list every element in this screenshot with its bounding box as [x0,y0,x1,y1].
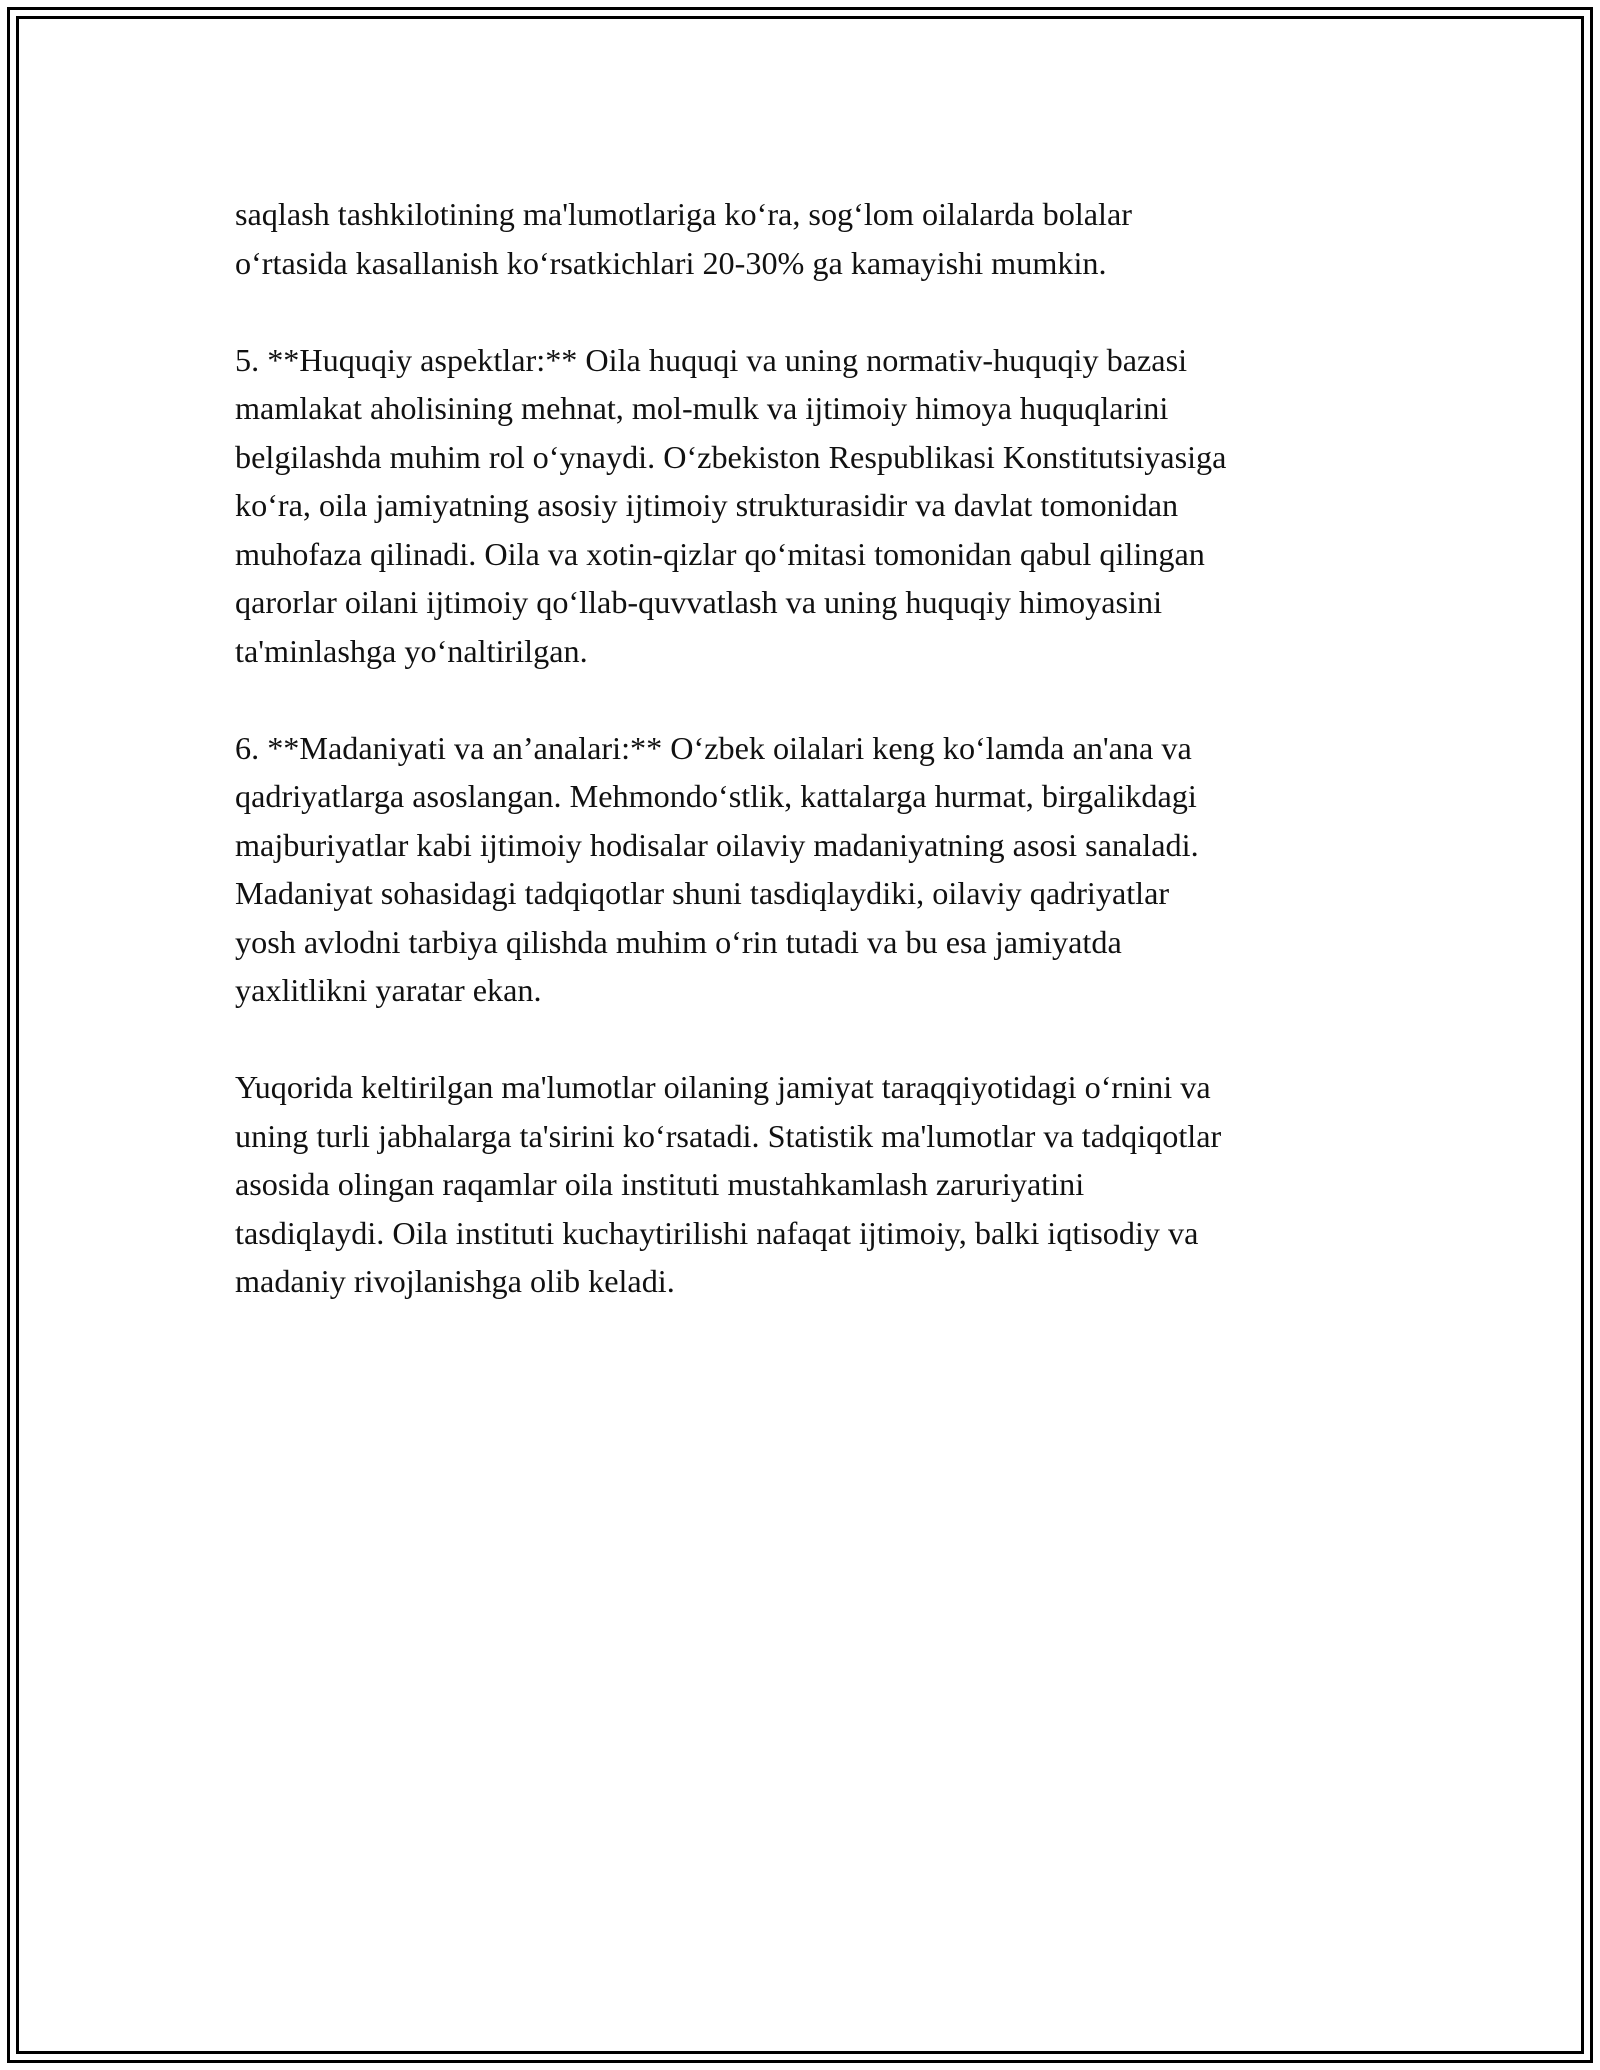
text-line: asosida olingan raqamlar oila instituti mustahkamlash zaruriyatini [235,1166,1085,1202]
text-line: belgilashda muhim rol oʻynaydi. Oʻzbekiston Respublikasi Konstitutsiyasiga [235,438,1227,475]
text-line: 5. **Huquqiy aspektlar:** Oila huquqi va uning normativ-huquqiy bazasi [235,341,1188,378]
text-line: koʻra, oila jamiyatning asosiy ijtimoiy strukturasidir va davlat tomonidan [235,487,1179,523]
text-line: Yuqorida keltirilgan ma'lumotlar oilaning jamiyat taraqqiyotidagi oʻrnini va [235,1069,1211,1105]
text-line: uning turli jabhalarga ta'sirini koʻrsatadi. Statistik ma'lumotlar va tadqiqotlar [235,1117,1222,1154]
text-line: qadriyatlarga asoslangan. Mehmondoʻstlik, kattalarga hurmat, birgalikdagi [235,778,1197,814]
paragraph-conclusion [235,1063,1380,1306]
text-line: tasdiqlaydi. Oila instituti kuchaytirilishi nafaqat ijtimoiy, balki iqtisodiy va [235,1214,1199,1251]
text-line: yaxlitlikni yaratar ekan. [235,972,542,1008]
paragraph-legal-aspects [235,336,1380,676]
text-line: Madaniyat sohasidagi tadqiqotlar shuni tasdiqlaydiki, oilaviy qadriyatlar [235,875,1170,911]
text-line: qarorlar oilani ijtimoiy qoʻllab-quvvatlash va uning huquqiy himoyasini [235,584,1163,620]
text-line: saqlash tashkilotining ma'lumotlariga koʻra, sogʻlom oilalarda bolalar [235,196,1132,232]
text-line: mamlakat aholisining mehnat, mol-mulk va ijtimoiy himoya huquqlarini [235,390,1169,426]
document-body [235,190,1380,1354]
text-line: yosh avlodni tarbiya qilishda muhim oʻrin tutadi va bu esa jamiyatda [235,923,1122,960]
text-line: madaniy rivojlanishga olib keladi. [235,1263,675,1299]
text-line: 6. **Madaniyati va an’analari:** Oʻzbek oilalari keng koʻlamda an'ana va [235,729,1192,766]
text-line: muhofaza qilinadi. Oila va xotin-qizlar qoʻmitasi tomonidan qabul qilingan [235,535,1205,572]
paragraph-culture-traditions [235,724,1380,1015]
paragraph-health-statistics [235,190,1380,287]
text-line: oʻrtasida kasallanish koʻrsatkichlari 20-30% ga kamayishi mumkin. [235,244,1107,281]
text-line: ta'minlashga yoʻnaltirilgan. [235,632,588,669]
text-line: majburiyatlar kabi ijtimoiy hodisalar oilaviy madaniyatning asosi sanaladi. [235,826,1199,863]
